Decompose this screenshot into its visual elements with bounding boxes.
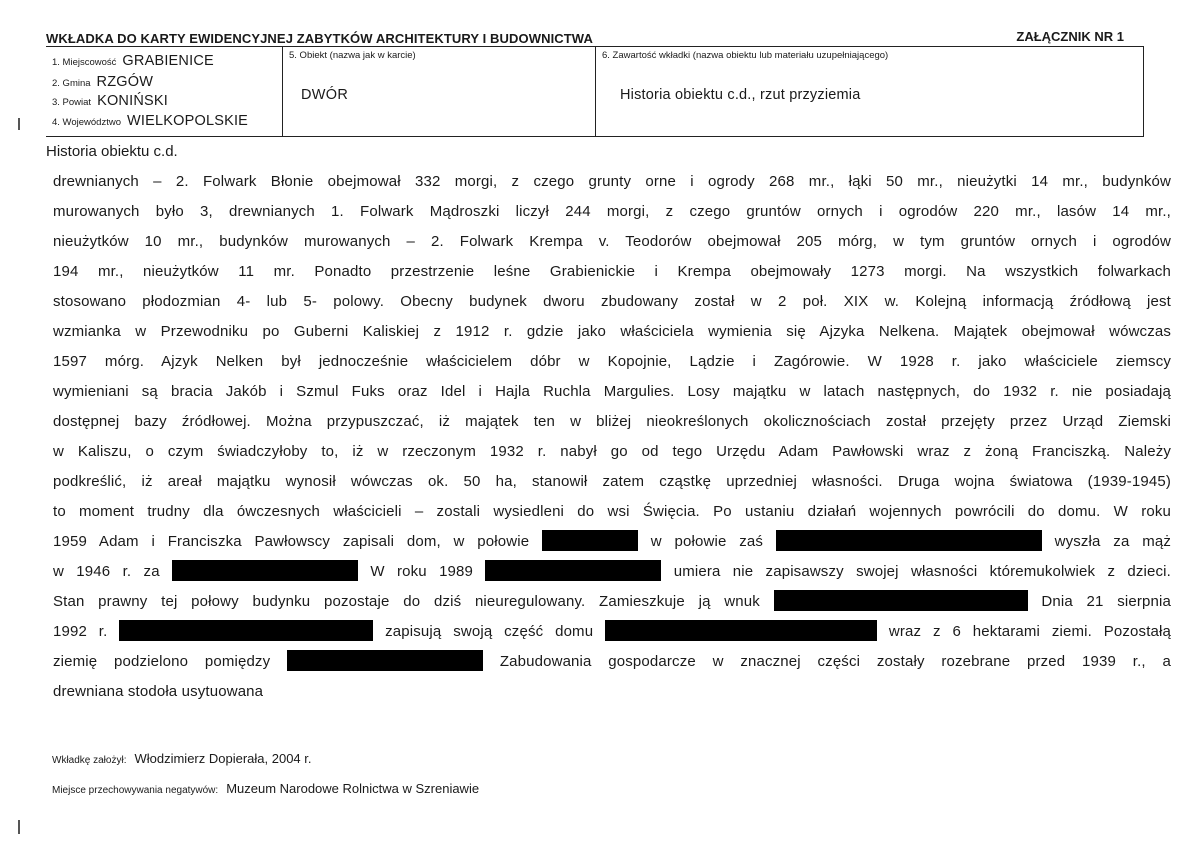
text-fragment: Zabudowania gospodarcze w znacznej części zostały rozebrane przed 1939 r., a [499, 653, 1171, 670]
object-label: 5. Obiekt (nazwa jak w karcie) [289, 50, 416, 61]
text-fragment: 1992 r. [53, 623, 108, 640]
form-header-box [46, 46, 1144, 137]
contents-label: 6. Zawartość wkładki (nazwa obiektu lub materiału uzupełniającego) [602, 50, 889, 61]
text-fragment: wraz z 6 hektarami ziemi. Pozostałą [888, 623, 1171, 640]
text-line-redacted [53, 617, 1171, 647]
text-fragment: ziemię podzielono pomiędzy [53, 653, 271, 670]
founder-field [52, 751, 312, 767]
text-fragment: zapisują swoją część domu [385, 623, 594, 640]
text-fragment: Stan prawny tej połowy budynku pozostaje do dziś nieuregulowany. Zamieszkuje ją wnuk [53, 593, 760, 610]
annex-number: ZAŁĄCZNIK NR 1 [1016, 29, 1124, 44]
redaction-box [172, 560, 358, 581]
storage-label: Miejsce przechowywania negatywów: [52, 785, 219, 796]
form-title: WKŁADKA DO KARTY EWIDENCYJNEJ ZABYTKÓW ARCHITEKTURY I BUDOWNICTWA [46, 31, 593, 46]
object-value: DWÓR [301, 87, 349, 103]
text-line: 194 mr., nieużytków 11 mr. Ponadto przestrzenie leśne Grabienickie i Krempa obejmowały 1273 morgi. Na wszystkich folwarkach [53, 263, 1171, 280]
redaction-box [605, 620, 877, 641]
redaction-box [119, 620, 373, 641]
text-line: drewnianych – 2. Folwark Błonie obejmował 332 morgi, z czego grunty orne i ogrody 268 mr., łąki 50 mr., nieużytki 14 mr., budynków [53, 173, 1171, 190]
text-line-redacted [53, 557, 1171, 587]
text-line: wymieniani są bracia Jakób i Szmul Fuks oraz Idel i Hajla Ruchla Margulies. Losy majątku w latach następnych, do 1932 r. nie posiadają [53, 383, 1171, 400]
text-fragment: W roku 1989 [370, 563, 474, 580]
redaction-box [287, 650, 483, 671]
text-line: stosowano płodozmian 4- lub 5- polowy. Obecny budynek dworu zbudowany został w 2 poł. XIX w. Kolejną informacją źródłową jest [53, 293, 1171, 310]
redaction-box [485, 560, 661, 581]
redaction-box [776, 530, 1042, 551]
text-line: dostępnej bazy źródłowej. Można przypuszczać, iż majątek ten w bliżej nieokreślonych okolicznościach został przejęty przez Urząd Ziemski [53, 413, 1171, 430]
redaction-box [542, 530, 638, 551]
text-line: wzmianka w Przewodniku po Guberni Kaliskiej z 1912 r. gdzie jako właściciela wymienia się Ajzyka Nelkena. Majątek obejmował wówczas [53, 323, 1171, 340]
location-value: GRABIENICE [122, 53, 214, 69]
storage-value: Muzeum Narodowe Rolnictwa w Szreniawie [226, 781, 480, 796]
founder-value: Włodzimierz Dopierała, 2004 r. [134, 751, 312, 766]
text-line-redacted [53, 587, 1171, 617]
location-column [46, 47, 282, 136]
text-line: to moment trudny dla ówczesnych właścicieli – zostali wysiedleni do wsi Święcia. Po ustaniu działań wojennych powrócili do domu. W roku [53, 503, 1171, 520]
text-line: murowanych było 3, drewnianych 1. Folwark Mądroszki liczył 244 morgi, z czego gruntów ornych i ogrodów 220 mr., lasów 14 mr., [53, 203, 1171, 220]
location-label: 1. Miejscowość [52, 57, 117, 68]
text-fragment: w połowie zaś [650, 533, 764, 550]
storage-field [52, 781, 479, 797]
text-line: podkreślić, iż areał majątku wynosił wówczas ok. 50 ha, stanowił zatem cząstkę uprzedniej własności. Druga wojna światowa (1939-1945) [53, 473, 1171, 490]
text-fragment: wyszła za mąż [1054, 533, 1171, 550]
commune-value: RZGÓW [96, 74, 154, 90]
section-heading: Historia obiektu c.d. [46, 143, 178, 160]
object-column [282, 47, 595, 136]
county-field [52, 93, 168, 109]
text-fragment: Dnia 21 sierpnia [1041, 593, 1171, 610]
text-line: w Kaliszu, o czym świadczyłoby to, iż w rzeczonym 1932 r. nabył go od tego Urzędu Adam Pawłowski wraz z żoną Franciszką. Należy [53, 443, 1171, 460]
text-line-redacted [53, 647, 1171, 677]
contents-column [595, 47, 1144, 136]
commune-field [52, 74, 153, 90]
voivodeship-field [52, 113, 248, 129]
voivodeship-label: 4. Województwo [52, 117, 121, 128]
binding-mark [18, 820, 20, 834]
redaction-box [774, 590, 1028, 611]
text-line: 1597 mórg. Ajzyk Nelken był jednocześnie właścicielem dóbr w Kopojnie, Lądzie i Zagórowie. W 1928 r. jako właściciele ziemscy [53, 353, 1171, 370]
text-line: nieużytków 10 mr., budynków murowanych – 2. Folwark Krempa v. Teodorów obejmował 205 mórg, w tym gruntów ornych i ogrodów [53, 233, 1171, 250]
text-fragment: umiera nie zapisawszy swojej własności któremukolwiek z dzieci. [673, 563, 1171, 580]
text-fragment: w 1946 r. za [53, 563, 160, 580]
text-line: drewniana stodoła usytuowana [53, 683, 264, 700]
location-field [52, 53, 214, 69]
history-text [53, 167, 1171, 707]
contents-value: Historia obiektu c.d., rzut przyziemia [620, 87, 861, 103]
binding-mark [18, 118, 20, 130]
text-line-redacted [53, 527, 1171, 557]
founder-label: Wkładkę założył: [52, 755, 127, 766]
county-label: 3. Powiat [52, 97, 92, 108]
text-fragment: 1959 Adam i Franciszka Pawłowscy zapisali dom, w połowie [53, 533, 530, 550]
county-value: KONIŃSKI [97, 93, 168, 109]
voivodeship-value: WIELKOPOLSKIE [127, 113, 249, 129]
commune-label: 2. Gmina [52, 78, 91, 89]
